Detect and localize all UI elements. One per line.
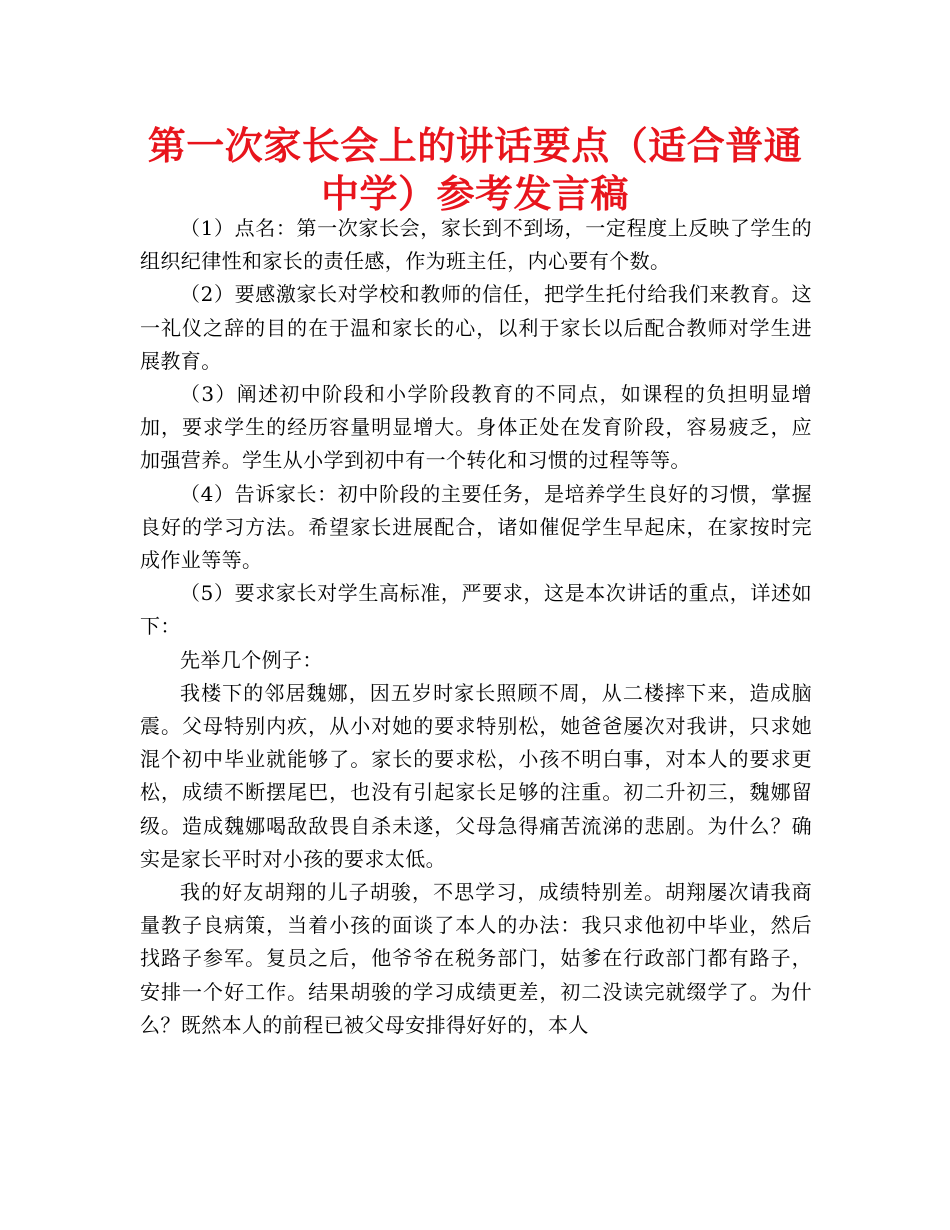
paragraph-gratitude: （2）要感激家长对学校和教师的信任，把学生托付给我们来教育。这一礼仪之辞的目的在于温和家长的心，以利于家长以后配合教师对学生进展教育。 — [140, 282, 812, 373]
paragraph-roll-call: （1）点名：第一次家长会，家长到不到场，一定程度上反映了学生的组织纪律性和家长的责任感，作为班主任，内心要有个数。 — [140, 216, 812, 274]
paragraph-stage-differences: （3）阐述初中阶段和小学阶段教育的不同点，如课程的负担明显增加，要求学生的经历容量明显增大。身体正处在发育阶段，容易疲乏，应加强营养。学生从小学到初中有一个转化和习惯的过程等等。 — [140, 382, 812, 473]
paragraph-example-hujun: 我的好友胡翔的儿子胡骏，不思学习，成绩特别差。胡翔屡次请我商量教子良病策，当着小孩的面谈了本人的办法：我只求他初中毕业，然后找路子参军。复员之后，他爷爷在税务部门，姑爹在行政部门都有路子，安排一个好工作。结果胡骏的学习成绩更差，初二没读完就缀学了。为什么？既然本人的前程已被父母安排得好好的，本人 — [140, 880, 812, 1037]
paragraph-example-weina: 我楼下的邻居魏娜，因五岁时家长照顾不周，从二楼摔下来，造成脑震。父母特别内疚，从小对她的要求特别松，她爸爸屡次对我讲，只求她混个初中毕业就能够了。家长的要求松，小孩不明白事，对本人的要求更松，成绩不断摆尾巴，也没有引起家长足够的注重。初二升初三，魏娜留级。造成魏娜喝敌敌畏自杀未遂，父母急得痛苦流涕的悲剧。为什么？确实是家长平时对小孩的要求太低。 — [140, 680, 812, 871]
paragraph-examples-intro: 先举几个例子： — [180, 647, 323, 672]
paragraph-high-standards: （5）要求家长对学生高标准，严要求，这是本次讲话的重点，详述如下： — [140, 581, 812, 639]
document-body — [140, 212, 812, 1042]
paragraph-main-tasks: （4）告诉家长：初中阶段的主要任务，是培养学生良好的习惯，掌握良好的学习方法。希望家长进展配合，诸如催促学生早起床，在家按时完成作业等等。 — [140, 481, 812, 573]
page-title: 第一次家长会上的讲话要点（适合普通中学）参考发言稿 — [147, 124, 803, 216]
